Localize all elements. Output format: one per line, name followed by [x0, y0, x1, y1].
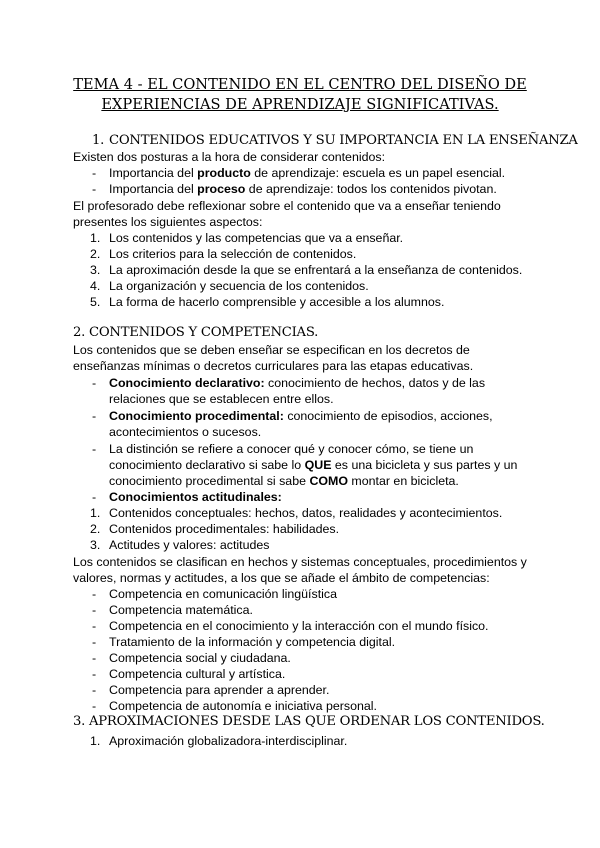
list-marker: 2. [90, 247, 101, 261]
list-marker: - [92, 409, 97, 423]
list-marker: 1. [90, 734, 101, 748]
distincion-line-2: conocimiento declarativo si sabe lo QUE es una bicicleta y sus partes y un [109, 458, 518, 472]
competencia-item: Competencia matemática. [109, 603, 253, 617]
aproximacion-item: Aproximación globalizadora-interdisciplinar. [109, 734, 348, 748]
posture-proceso: Importancia del proceso de aprendizaje: todos los contenidos pivotan. [109, 182, 497, 196]
distincion-line-1: La distinción se refiere a conocer qué y conocer cómo, se tiene un [109, 442, 474, 456]
content-type-item: Actitudes y valores: actitudes [109, 538, 270, 552]
list-marker: - [92, 619, 97, 633]
competencia-item: Competencia en el conocimiento y la interacción con el mundo físico. [109, 619, 489, 633]
reflect-line-1: El profesorado debe reflexionar sobre el contenido que va a enseñar teniendo [73, 199, 501, 213]
aspect-item: Los contenidos y las competencias que va a enseñar. [109, 231, 404, 245]
section-2-intro-line-2: enseñanzas mínimas o decretos curriculares para las etapas educativas. [73, 359, 474, 373]
list-marker: - [92, 603, 97, 617]
aspect-item: La organización y secuencia de los contenidos. [109, 279, 369, 293]
competencia-item: Competencia de autonomía e iniciativa personal. [109, 699, 377, 713]
conocimiento-procedimental-cont: acontecimientos o sucesos. [109, 425, 262, 439]
conocimiento-procedimental: Conocimiento procedimental: conocimiento de episodios, acciones, [109, 409, 493, 423]
list-marker: 4. [90, 279, 101, 293]
list-marker: - [92, 376, 97, 390]
section-2-heading: 2. CONTENIDOS Y COMPETENCIAS. [73, 325, 319, 340]
classify-line-2: valores, normas y actitudes, a los que se añade el ámbito de competencias: [73, 571, 490, 585]
aspect-item: La aproximación desde la que se enfrentará a la enseñanza de contenidos. [109, 263, 523, 277]
section-3-heading: 3. APROXIMACIONES DESDE LAS QUE ORDENAR LOS CONTENIDOS. [73, 714, 545, 729]
document-title-line-1: TEMA 4 - EL CONTENIDO EN EL CENTRO DEL DISEÑO DE [73, 76, 527, 93]
list-marker: 5. [90, 295, 101, 309]
list-marker: - [92, 699, 97, 713]
list-marker: - [92, 651, 97, 665]
aspect-item: Los criterios para la selección de contenidos. [109, 247, 357, 261]
posture-producto: Importancia del producto de aprendizaje: escuela es un papel esencial. [109, 166, 506, 180]
list-marker: - [92, 667, 97, 681]
list-marker: - [92, 442, 97, 456]
conocimientos-actitudinales: Conocimientos actitudinales: [109, 490, 282, 504]
section-1-heading: CONTENIDOS EDUCATIVOS Y SU IMPORTANCIA EN LA ENSEÑANZA [109, 133, 578, 148]
content-type-item: Contenidos procedimentales: habilidades. [109, 522, 340, 536]
section-1-intro: Existen dos posturas a la hora de considerar contenidos: [73, 150, 386, 164]
document-title-line-2: EXPERIENCIAS DE APRENDIZAJE SIGNIFICATIVAS. [101, 96, 499, 113]
list-marker: - [92, 166, 97, 180]
content-type-item: Contenidos conceptuales: hechos, datos, realidades y acontecimientos. [109, 506, 503, 520]
competencia-item: Tratamiento de la información y competencia digital. [109, 635, 396, 649]
conocimiento-declarativo-cont: relaciones que se establecen entre ellos. [109, 392, 334, 406]
list-marker: - [92, 587, 97, 601]
competencia-item: Competencia social y ciudadana. [109, 651, 291, 665]
list-marker: 1. [90, 231, 101, 245]
distincion-line-3: conocimiento procedimental si sabe COMO montar en bicicleta. [109, 474, 459, 488]
competencia-item: Competencia en comunicación lingüística [109, 587, 337, 601]
list-marker: - [92, 182, 97, 196]
reflect-line-2: presentes los siguientes aspectos: [73, 215, 263, 229]
conocimiento-declarativo: Conocimiento declarativo: conocimiento de hechos, datos y de las [109, 376, 486, 390]
list-marker: - [92, 683, 97, 697]
aspect-item: La forma de hacerlo comprensible y accesible a los alumnos. [109, 295, 445, 309]
list-marker: - [92, 490, 97, 504]
list-marker: 1. [90, 506, 101, 520]
competencia-item: Competencia para aprender a aprender. [109, 683, 330, 697]
list-marker: 3. [90, 263, 101, 277]
section-1-number: 1. [92, 133, 105, 148]
list-marker: 3. [90, 538, 101, 552]
competencia-item: Competencia cultural y artística. [109, 667, 286, 681]
list-marker: - [92, 635, 97, 649]
list-marker: 2. [90, 522, 101, 536]
classify-line-1: Los contenidos se clasifican en hechos y sistemas conceptuales, procedimientos y [73, 555, 527, 569]
section-2-intro-line-1: Los contenidos que se deben enseñar se especifican en los decretos de [73, 343, 470, 357]
